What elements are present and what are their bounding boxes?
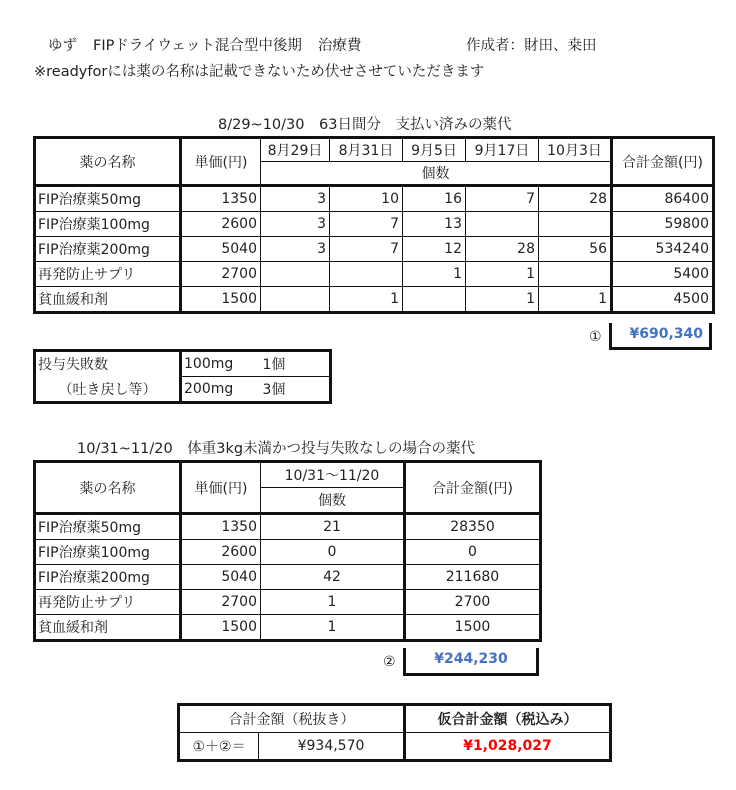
count-cell: 28	[466, 237, 539, 262]
col-header-total: 合計金額(円)	[612, 138, 714, 186]
unit-price: 1500	[181, 287, 261, 313]
summary-value-taxincl: ¥1,028,027	[405, 733, 611, 761]
unit-price: 1350	[181, 186, 261, 212]
projected-medication-table	[33, 460, 542, 642]
col-header-count: 個数	[261, 162, 612, 186]
med-name: 貧血緩和剤	[35, 287, 181, 313]
failure-label: 投与失敗数	[35, 351, 181, 377]
count-cell: 7	[466, 186, 539, 212]
col-header-date: 9月17日	[466, 138, 539, 162]
count-cell: 3	[261, 212, 330, 237]
table-row	[35, 287, 714, 313]
failure-table	[33, 349, 332, 404]
summary-table	[177, 703, 612, 762]
table-row	[35, 565, 541, 590]
med-name: FIP治療薬200mg	[35, 565, 181, 590]
count-cell: 28	[539, 186, 612, 212]
author: 作成者：財田、桒田	[466, 38, 597, 54]
med-name: FIP治療薬50mg	[35, 186, 181, 212]
count-cell: 56	[539, 237, 612, 262]
grand-total-1-value: ¥690,340	[629, 326, 703, 342]
failure-count: 3個	[261, 377, 331, 403]
row-total: 5400	[612, 262, 714, 287]
med-name: FIP治療薬100mg	[35, 540, 181, 565]
col-header-period: 10/31～11/20	[261, 462, 405, 488]
disclaimer-note: ※readyforには薬の名称は記載できないため伏せさせていただきます	[34, 64, 485, 80]
document-title	[48, 34, 361, 55]
summary-formula: ①＋②＝	[179, 733, 259, 761]
count-cell: 1	[539, 287, 612, 313]
row-total: 4500	[612, 287, 714, 313]
count-cell: 13	[403, 212, 466, 237]
count-cell	[539, 212, 612, 237]
table-row	[35, 615, 541, 641]
col-header-date: 9月5日	[403, 138, 466, 162]
med-name: 再発防止サプリ	[35, 590, 181, 615]
title-subject: 治療費	[317, 38, 362, 54]
table1-title: 8/29~10/30 63日間分 支払い済みの薬代	[218, 117, 512, 133]
col-header-name: 薬の名称	[35, 462, 181, 514]
count-cell	[403, 287, 466, 313]
count-cell	[539, 262, 612, 287]
count-cell	[261, 287, 330, 313]
count-cell: 3	[261, 186, 330, 212]
total-marker-1: ①	[589, 329, 602, 345]
count-cell: 16	[403, 186, 466, 212]
table-row	[35, 540, 541, 565]
med-name: FIP治療薬100mg	[35, 212, 181, 237]
table2-title: 10/31~11/20 体重3kg未満かつ投与失敗なしの場合の薬代	[77, 441, 476, 457]
failure-dose: 100mg	[181, 351, 261, 377]
row-total: 211680	[405, 565, 541, 590]
table-row	[35, 514, 541, 540]
unit-price: 5040	[181, 237, 261, 262]
row-total: 534240	[612, 237, 714, 262]
count-cell: 1	[261, 615, 405, 641]
col-header-total: 合計金額(円)	[405, 462, 541, 514]
count-cell: 0	[261, 540, 405, 565]
med-name: 貧血緩和剤	[35, 615, 181, 641]
unit-price: 2600	[181, 540, 261, 565]
unit-price: 1500	[181, 615, 261, 641]
count-cell: 3	[261, 237, 330, 262]
grand-total-1	[609, 323, 712, 350]
row-total: 86400	[612, 186, 714, 212]
col-header-price: 単価(円)	[181, 138, 261, 186]
count-cell: 1	[330, 287, 403, 313]
col-header-date: 8月29日	[261, 138, 330, 162]
count-cell	[466, 212, 539, 237]
row-total: 2700	[405, 590, 541, 615]
table-row	[35, 186, 714, 212]
unit-price: 2700	[181, 590, 261, 615]
count-cell	[330, 262, 403, 287]
count-cell: 21	[261, 514, 405, 540]
col-header-name: 薬の名称	[35, 138, 181, 186]
med-name: FIP治療薬200mg	[35, 237, 181, 262]
summary-label-pretax: 合計金額（税抜き）	[179, 705, 405, 733]
col-header-date: 8月31日	[330, 138, 403, 162]
count-cell: 1	[466, 287, 539, 313]
col-header-date: 10月3日	[539, 138, 612, 162]
col-header-price: 単価(円)	[181, 462, 261, 514]
med-name: 再発防止サプリ	[35, 262, 181, 287]
count-cell: 10	[330, 186, 403, 212]
table-row	[35, 237, 714, 262]
count-cell	[261, 262, 330, 287]
summary-label-taxincl: 仮合計金額（税込み）	[405, 705, 611, 733]
count-cell: 7	[330, 212, 403, 237]
title-patient: ゆず	[48, 38, 77, 54]
med-name: FIP治療薬50mg	[35, 514, 181, 540]
unit-price: 2700	[181, 262, 261, 287]
unit-price: 5040	[181, 565, 261, 590]
paid-medication-table	[33, 136, 715, 314]
failure-dose: 200mg	[181, 377, 261, 403]
failure-label-sub: （吐き戻し等）	[35, 377, 181, 403]
row-total: 0	[405, 540, 541, 565]
count-cell: 1	[261, 590, 405, 615]
unit-price: 2600	[181, 212, 261, 237]
table-row	[35, 212, 714, 237]
count-cell: 1	[403, 262, 466, 287]
summary-value-pretax: ¥934,570	[259, 733, 405, 761]
title-condition: FIPドライウェット混合型中後期	[93, 38, 302, 54]
total-marker-2: ②	[383, 654, 396, 670]
col-header-count: 個数	[261, 488, 405, 514]
failure-count: 1個	[261, 351, 331, 377]
row-total: 1500	[405, 615, 541, 641]
unit-price: 1350	[181, 514, 261, 540]
count-cell: 1	[466, 262, 539, 287]
table-row	[35, 590, 541, 615]
row-total: 59800	[612, 212, 714, 237]
grand-total-2	[403, 648, 539, 676]
count-cell: 7	[330, 237, 403, 262]
row-total: 28350	[405, 514, 541, 540]
table-row	[35, 262, 714, 287]
count-cell: 12	[403, 237, 466, 262]
count-cell: 42	[261, 565, 405, 590]
grand-total-2-value: ¥244,230	[434, 651, 508, 667]
